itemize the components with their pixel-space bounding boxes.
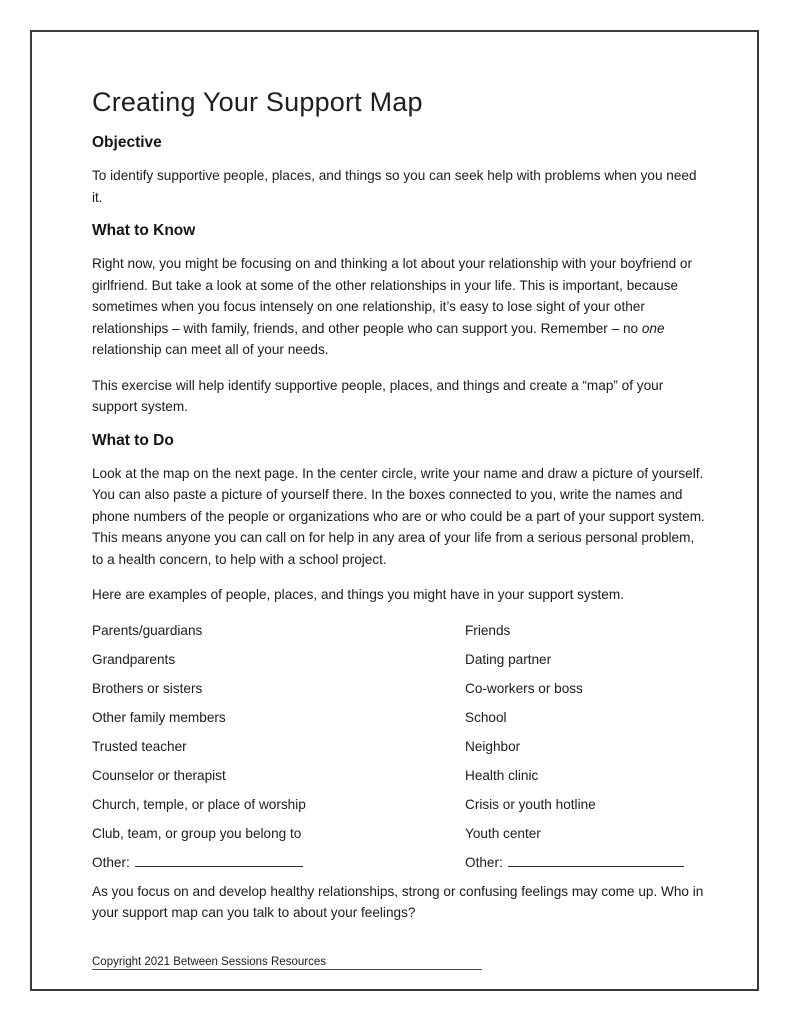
other-field-left — [92, 852, 465, 874]
example-item: Youth center — [465, 825, 541, 841]
page-content — [92, 86, 706, 970]
example-row — [92, 649, 706, 671]
what-to-know-paragraph-2: This exercise will help identify supportive people, places, and things and create a “map” of your support system. — [92, 377, 664, 414]
example-row — [92, 794, 706, 816]
other-label: Other: — [92, 854, 130, 870]
what-to-know-paragraph-1 — [92, 253, 706, 361]
emphasized-word: one — [641, 320, 665, 336]
example-item: Health clinic — [465, 767, 539, 783]
copyright-footer: Copyright 2021 Between Sessions Resources — [92, 956, 326, 968]
example-item: Neighbor — [465, 738, 521, 754]
paragraph-text: relationship can meet all of your needs. — [92, 342, 329, 357]
example-row-other — [92, 852, 706, 874]
example-row — [92, 736, 706, 758]
heading-objective: Objective — [92, 134, 162, 151]
example-item: Dating partner — [465, 651, 552, 667]
example-row — [92, 707, 706, 729]
example-row — [92, 823, 706, 845]
example-row — [92, 620, 706, 642]
objective-paragraph: To identify supportive people, places, and things so you can seek help with problems when you need it. — [92, 168, 697, 205]
paragraph-text: Right now, you might be focusing on and thinking a lot about your relationship with your boyfriend or girlfriend. But take a look at some of the other relationships in your life. This is important, because sometimes when you focus intensely on one relationship, it’s easy to lose sight of your other relationships – with family, friends, and other people who can support you. Remember – no — [92, 256, 692, 336]
example-item: School — [465, 709, 507, 725]
example-item: Co-workers or boss — [465, 680, 583, 696]
what-to-do-paragraph-1: Look at the map on the next page. In the center circle, write your name and draw a picture of yourself. You can also paste a picture of yourself there. In the boxes connected to you, write the names and phone numbers of the people or organizations who are or who could be a part of your support system. This means anyone you can call on for help in any area of your life from a serious personal problem, to a health concern, to help with a school project. — [92, 465, 705, 567]
other-label: Other: — [465, 854, 503, 870]
page-title: Creating Your Support Map — [92, 87, 423, 117]
other-blank-line — [135, 853, 303, 867]
other-blank-line — [508, 853, 684, 867]
example-item: Other family members — [92, 709, 226, 725]
heading-what-to-know: What to Know — [92, 222, 196, 239]
heading-what-to-do: What to Do — [92, 431, 174, 449]
examples-list — [92, 620, 706, 874]
example-item: Parents/guardians — [92, 622, 203, 638]
example-item: Crisis or youth hotline — [465, 796, 596, 812]
example-item: Grandparents — [92, 651, 176, 667]
example-item: Club, team, or group you belong to — [92, 825, 302, 841]
example-item: Counselor or therapist — [92, 767, 226, 783]
what-to-do-paragraph-2: Here are examples of people, places, and things you might have in your support system. — [92, 587, 624, 602]
closing-paragraph: As you focus on and develop healthy relationships, strong or confusing feelings may come up. Who in your support map can you talk to about your feelings? — [92, 883, 704, 920]
other-field-right — [465, 852, 706, 874]
example-row — [92, 678, 706, 700]
example-item: Trusted teacher — [92, 738, 187, 754]
example-item: Brothers or sisters — [92, 680, 203, 696]
example-item: Church, temple, or place of worship — [92, 796, 306, 812]
example-row — [92, 765, 706, 787]
example-item: Friends — [465, 622, 511, 638]
